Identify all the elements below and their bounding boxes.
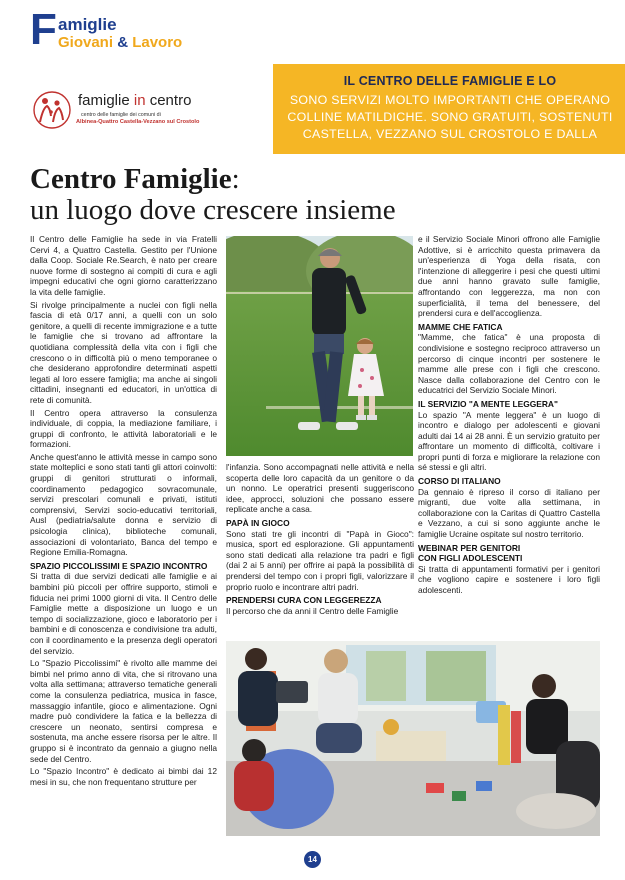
- paragraph: Lo "Spazio Incontro" è dedicato ai bimbi dai 12 mesi in su, che non frequentano strutture per: [30, 766, 217, 787]
- paragraph: e il Servizio Sociale Minori offrono alle Famiglie Adottive, si è arricchito questa primavera da un'esperienza di Yoga della risata, con l'intenzione di alleggerire i pesi che questi ultimi due anni hanno gravato sulle famiglie, affrontando con leggerezza, ma non con superficialità, il tema del benessere, del prendersi cura e dell'accoglienza.: [418, 234, 600, 319]
- logo-municipalities: Albinea-Quattro Castella-Vezzano sul Crostolo: [76, 119, 200, 125]
- logo-subtitle: centro delle famiglie dei comuni di: [81, 112, 161, 118]
- banner-title: IL CENTRO DELLE FAMIGLIE E LO: [343, 74, 557, 88]
- family-logo-icon: [26, 86, 76, 134]
- paragraph: Anche quest'anno le attività messe in campo sono state molteplici e sono stati tanti gli attori coinvolti: gruppi di genitori strutturati o informali, coordinamento pedagogico sovracomunale, servizi prescolari comunali e privati, istituti comprensivi, Servizi socio-educativi territoriali, Ausl (pediatria/salute donna e servizio di psicologia clinica), biblioteche comunali, associazioni di volontariato, Banca del tempo e Regione Emilia-Romagna.: [30, 451, 217, 558]
- logo-word-centro: centro: [149, 92, 192, 109]
- article-headline: [30, 164, 590, 226]
- famiglie-in-centro-logo: [26, 86, 241, 136]
- section-heading-papa-in-gioco: PAPÀ IN GIOCO: [226, 517, 290, 528]
- paragraph: Si tratta di due servizi dedicati alle famiglie e ai bambini più piccoli per offrire supporto, stimoli e fiducia nei primi 1000 giorni di vita. Il Centro delle Famiglie mette a disposizione un luogo e un tempo di socializzazione, gioco e laboratorio per i bambini e di conoscenza e condivisione tra adulti, con il coordinamento e la presenza degli operatori del servizio.: [30, 571, 217, 656]
- headline-colon: :: [231, 163, 240, 195]
- banner-line: SONO SERVIZI MOLTO IMPORTANTI CHE OPERANO: [289, 93, 611, 107]
- article-column-3: [418, 234, 600, 598]
- webinar-heading-line2: CON FIGLI ADOLESCENTI: [418, 553, 523, 564]
- article-column-2: [226, 462, 414, 618]
- masthead-word-lavoro: Lavoro: [132, 34, 183, 51]
- paragraph: l'infanzia. Sono accompagnati nelle attività e nella scoperta delle loro capacità da un genitore o da un nonno. Le operatrici presenti suggeriscono idee, approcci, soluzioni che possano essere replicate anche a casa.: [226, 462, 414, 515]
- section-heading-mamme-che-fatica: MAMME CHE FATICA: [418, 321, 503, 332]
- headline-title: Centro Famiglie: [30, 163, 232, 195]
- section-heading-webinar: [418, 543, 600, 564]
- logo-word-famiglie: famiglie: [78, 92, 130, 109]
- intro-banner: [273, 64, 625, 154]
- banner-body: [287, 92, 613, 143]
- article-column-1: [30, 234, 217, 789]
- masthead-word-giovani: Giovani: [58, 34, 114, 51]
- paragraph: Lo spazio "A mente leggera" è un luogo di incontro e dialogo per adolescenti e giovani adulti dai 14 ai 28 anni. È un servizio gratuito per affrontare un momento di difficoltà, coltivare i propri punti di forza e migliorare la relazione con sé stessi e gli altri.: [418, 409, 600, 473]
- banner-line: COLLINE MATILDICHE. SONO GRATUITI, SOSTENUTI: [287, 110, 613, 124]
- paragraph: Da gennaio è ripreso il corso di italiano per migranti, due volte alla settimana, in collaborazione con la Caritas di Quattro Castella e Vezzano, a cui si sono aggiunte anche le famiglie Ucraine ospitate sul nostro territorio.: [418, 486, 600, 540]
- masthead-initial: F: [30, 5, 57, 54]
- section-heading-prendersi-cura: PRENDERSI CURA CON LEGGEREZZA: [226, 595, 382, 606]
- photo-father-and-child: [226, 236, 413, 456]
- paragraph: Il Centro delle Famiglie ha sede in via Fratelli Cervi 4, a Quattro Castella. Gestito per l'Unione dalla Coop. Sociale Re.Search, è nato per creare nuove forme di sostegno ai compiti di cura e agli impegni educativi che ogni giorno caratterizzano la vita delle famiglie.: [30, 234, 217, 297]
- magazine-masthead: [30, 5, 230, 57]
- logo-word-in: in: [133, 92, 146, 109]
- paragraph: Lo "Spazio Piccolissimi" è rivolto alle mamme dei bimbi nel primo anno di vita, che si ritrovano una volta alla settimana; attraverso tematiche generali come la consulenza pediatrica, musica in fasce, massaggio infantile, gioco e alimentazione. Ogni madre può condividere la fatica e la bellezza di crescere un neonato, sentirsi compresa e sostenuta, ma anche essere risorsa per le altre. Il gruppo si è incontrato da gennaio a giugno nella sede del Centro.: [30, 658, 217, 764]
- logo-name: [78, 92, 191, 109]
- section-heading-spazio-piccolissimi: SPAZIO PICCOLISSIMI E SPAZIO INCONTRO: [30, 560, 208, 571]
- headline-subtitle: un luogo dove crescere insieme: [30, 194, 396, 226]
- section-heading-corso-di-italiano: CORSO DI ITALIANO: [418, 476, 501, 487]
- photo-group-activity: [226, 641, 600, 836]
- paragraph: Si tratta di appuntamenti formativi per i genitori che vogliono capire e sostenere i loro figli adolescenti.: [418, 563, 600, 595]
- section-heading-a-mente-leggera: IL SERVIZIO "A MENTE LEGGERA": [418, 398, 558, 409]
- paragraph: Sono stati tre gli incontri di "Papà in Gioco": musica, sport ed esplorazione. Gli appuntamenti sono stati dedicati alla relazione tra padri e figli (dai 2 ai 5 anni) per offrire ai papà la possibilità di prendersi del tempo con i propri figli, valorizzare il proprio ruolo e incontrare altri padri.: [226, 528, 414, 592]
- paragraph: Il percorso che da anni il Centro delle Famiglie: [226, 605, 399, 616]
- masthead-line2: [58, 34, 182, 51]
- paragraph: "Mamme, che fatica" è una proposta di condivisione e sostegno reciproco attraverso un percorso di cinque incontri per sostenere le mamme alle prese con i figli che crescono. Nasce dalla collaborazione del Centro con le educatrici del Servizio Sociale Minori.: [418, 332, 600, 396]
- masthead-ampersand: &: [117, 34, 129, 51]
- paragraph: Il Centro opera attraverso la consulenza individuale, di coppia, la mediazione familiare, i gruppi di confronto, le attività laboratoriali e le formazioni.: [30, 407, 217, 450]
- page-number: 14: [304, 851, 321, 868]
- masthead-line1: amiglie: [58, 15, 117, 34]
- webinar-heading-line1: WEBINAR PER GENITORI: [418, 542, 521, 553]
- paragraph: Si rivolge principalmente a nuclei con figli nella fascia di età 0/17 anni, a quelli con un solo genitore, a quelli di recente immigrazione e a tutte le famiglie che si trovano ad affrontare la quotidiana complessità della vita con i figli che crescono o in difficoltà più o meno temporanee o che desiderano approfondire determinati aspetti legati al loro essere famiglia; ma anche ai singoli cittadini, insegnanti ed educatori, in un'ottica di rete di comunità.: [30, 299, 217, 405]
- banner-line: CASTELLA, VEZZANO SUL CROSTOLO E DALLA: [302, 127, 598, 141]
